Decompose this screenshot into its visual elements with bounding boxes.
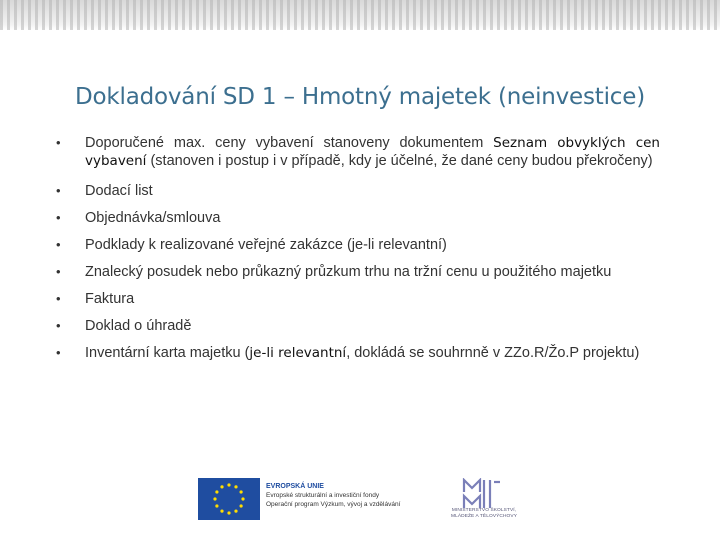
eu-program: Operační program Výzkum, vývoj a vzdělávání xyxy=(266,501,401,508)
bullet-icon: • xyxy=(56,264,61,279)
bullet-item xyxy=(56,236,660,254)
bullet-item xyxy=(56,263,660,281)
bullet-text-continued: , dokládá se souhrnně v ZZo.R/Žo.P projektu) xyxy=(346,345,640,361)
eu-fund: Evropské strukturální a investiční fondy xyxy=(266,492,380,499)
bullet-text: Objednávka/smlouva xyxy=(85,210,221,226)
msmt-monogram-icon xyxy=(460,478,504,510)
bullet-icon: • xyxy=(56,210,61,225)
bullet-text: Faktura xyxy=(85,291,135,307)
msmt-logo xyxy=(442,476,526,524)
bullet-item xyxy=(56,134,660,170)
bullet-item xyxy=(56,209,660,227)
bullet-text: Inventární karta majetku ( xyxy=(85,345,250,361)
bullet-emphasis: Seznam obvyklých cen vybavení xyxy=(85,135,660,169)
bullet-item xyxy=(56,182,660,200)
bullet-icon: • xyxy=(56,135,61,150)
eu-name: EVROPSKÁ UNIE xyxy=(266,483,324,490)
bullet-icon: • xyxy=(56,345,61,360)
bullet-text: Doklad o úhradě xyxy=(85,318,192,334)
msmt-logo-text xyxy=(442,508,526,520)
eu-stars-icon xyxy=(198,478,260,520)
bullet-icon: • xyxy=(56,318,61,333)
bullet-text-continued: (stanoven i postup i v případě, kdy je účelné, že dané ceny budou překročeny) xyxy=(146,153,653,169)
bullet-icon: • xyxy=(56,237,61,252)
bullet-list xyxy=(56,134,660,371)
msmt-name-line1: MINISTERSTVO ŠKOLSTVÍ, xyxy=(451,508,517,513)
bullet-item xyxy=(56,344,660,362)
eu-flag-icon xyxy=(198,478,260,520)
bullet-icon: • xyxy=(56,183,61,198)
bullet-item xyxy=(56,317,660,335)
bullet-text: Podklady k realizované veřejné zakázce (je-li relevantní) xyxy=(85,237,447,253)
bullet-text: Dodací list xyxy=(85,183,153,199)
eu-logo-text xyxy=(266,482,446,509)
bullet-item xyxy=(56,290,660,308)
footer-logos xyxy=(198,476,538,524)
bullet-icon: • xyxy=(56,291,61,306)
bullet-text: Znalecký posudek nebo průkazný průzkum trhu na tržní cenu u použitého majetku xyxy=(85,264,612,280)
bullet-emphasis: je-li relevantní xyxy=(249,345,347,361)
bullet-text: Doporučené max. ceny vybavení stanoveny dokumentem xyxy=(85,135,494,151)
msmt-name-line2: MLÁDEŽE A TĚLOVÝCHOVY xyxy=(451,514,517,519)
slide-title: Dokladování SD 1 – Hmotný majetek (neinvestice) xyxy=(75,84,645,110)
decorative-top-band xyxy=(0,0,720,30)
